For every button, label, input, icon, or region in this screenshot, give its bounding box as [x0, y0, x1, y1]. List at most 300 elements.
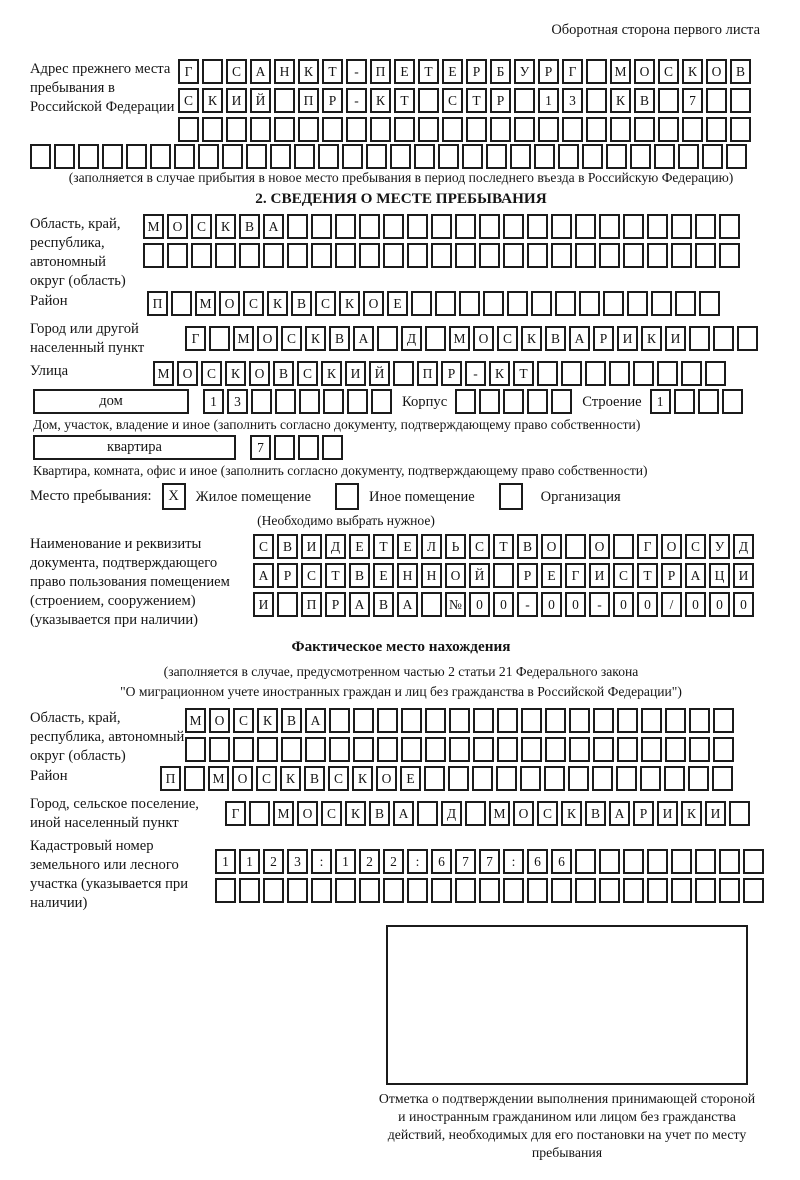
char-box[interactable]: [455, 243, 476, 268]
char-box[interactable]: [582, 144, 603, 169]
char-box[interactable]: 7: [682, 88, 703, 113]
char-box[interactable]: [305, 737, 326, 762]
char-box[interactable]: И: [589, 563, 610, 588]
char-box[interactable]: [510, 144, 531, 169]
char-box[interactable]: Й: [369, 361, 390, 386]
char-box[interactable]: А: [253, 563, 274, 588]
char-box[interactable]: 7: [455, 849, 476, 874]
char-box[interactable]: [274, 435, 295, 460]
char-box[interactable]: [664, 766, 685, 791]
char-box[interactable]: [593, 737, 614, 762]
char-box[interactable]: Е: [397, 534, 418, 559]
char-box[interactable]: [274, 88, 295, 113]
char-box[interactable]: К: [345, 801, 366, 826]
char-box[interactable]: О: [363, 291, 384, 316]
char-box[interactable]: Т: [325, 563, 346, 588]
char-box[interactable]: [431, 243, 452, 268]
char-box[interactable]: 0: [709, 592, 730, 617]
char-box[interactable]: [568, 766, 589, 791]
char-box[interactable]: [401, 708, 422, 733]
char-box[interactable]: К: [225, 361, 246, 386]
char-box[interactable]: В: [273, 361, 294, 386]
char-box[interactable]: [275, 389, 296, 414]
char-box[interactable]: [226, 117, 247, 142]
char-box[interactable]: Т: [418, 59, 439, 84]
char-box[interactable]: :: [503, 849, 524, 874]
char-box[interactable]: А: [250, 59, 271, 84]
char-box[interactable]: Р: [277, 563, 298, 588]
char-box[interactable]: П: [298, 88, 319, 113]
char-box[interactable]: М: [489, 801, 510, 826]
char-box[interactable]: [438, 144, 459, 169]
char-box[interactable]: [383, 878, 404, 903]
char-box[interactable]: Б: [490, 59, 511, 84]
char-box[interactable]: [431, 878, 452, 903]
char-box[interactable]: [390, 144, 411, 169]
char-box[interactable]: [424, 766, 445, 791]
char-box[interactable]: [555, 291, 576, 316]
char-box[interactable]: Н: [397, 563, 418, 588]
char-box[interactable]: [459, 291, 480, 316]
char-box[interactable]: Е: [349, 534, 370, 559]
char-box[interactable]: М: [610, 59, 631, 84]
char-box[interactable]: О: [219, 291, 240, 316]
char-box[interactable]: [569, 708, 590, 733]
char-box[interactable]: И: [617, 326, 638, 351]
char-box[interactable]: [486, 144, 507, 169]
char-box[interactable]: [651, 291, 672, 316]
char-box[interactable]: [377, 708, 398, 733]
char-box[interactable]: С: [469, 534, 490, 559]
char-box[interactable]: [551, 878, 572, 903]
char-box[interactable]: [407, 243, 428, 268]
char-box[interactable]: [394, 117, 415, 142]
char-box[interactable]: [658, 117, 679, 142]
char-box[interactable]: М: [153, 361, 174, 386]
char-box[interactable]: [695, 243, 716, 268]
char-box[interactable]: [617, 737, 638, 762]
char-box[interactable]: [246, 144, 267, 169]
char-box[interactable]: Т: [466, 88, 487, 113]
char-box[interactable]: И: [345, 361, 366, 386]
char-box[interactable]: [171, 291, 192, 316]
char-box[interactable]: [665, 708, 686, 733]
char-box[interactable]: [287, 214, 308, 239]
char-box[interactable]: [353, 708, 374, 733]
char-box[interactable]: Н: [421, 563, 442, 588]
char-box[interactable]: Р: [490, 88, 511, 113]
char-box[interactable]: [729, 801, 750, 826]
char-box[interactable]: М: [143, 214, 164, 239]
char-box[interactable]: [671, 878, 692, 903]
char-box[interactable]: Р: [538, 59, 559, 84]
char-box[interactable]: К: [521, 326, 542, 351]
char-box[interactable]: К: [681, 801, 702, 826]
char-box[interactable]: Р: [441, 361, 462, 386]
char-box[interactable]: [359, 214, 380, 239]
char-box[interactable]: Р: [633, 801, 654, 826]
char-box[interactable]: [730, 117, 751, 142]
char-box[interactable]: [178, 117, 199, 142]
char-box[interactable]: И: [253, 592, 274, 617]
char-box[interactable]: 0: [637, 592, 658, 617]
char-box[interactable]: Е: [400, 766, 421, 791]
char-box[interactable]: М: [208, 766, 229, 791]
char-box[interactable]: [503, 243, 524, 268]
char-box[interactable]: С: [253, 534, 274, 559]
char-box[interactable]: [250, 117, 271, 142]
char-box[interactable]: [575, 849, 596, 874]
char-box[interactable]: 6: [551, 849, 572, 874]
char-box[interactable]: [346, 117, 367, 142]
char-box[interactable]: [435, 291, 456, 316]
char-box[interactable]: К: [305, 326, 326, 351]
char-box[interactable]: [538, 117, 559, 142]
char-box[interactable]: [466, 117, 487, 142]
char-box[interactable]: Й: [250, 88, 271, 113]
char-box[interactable]: П: [147, 291, 168, 316]
char-box[interactable]: К: [257, 708, 278, 733]
char-box[interactable]: К: [610, 88, 631, 113]
char-box[interactable]: [411, 291, 432, 316]
char-box[interactable]: [102, 144, 123, 169]
char-box[interactable]: [627, 291, 648, 316]
char-box[interactable]: К: [370, 88, 391, 113]
char-box[interactable]: [401, 737, 422, 762]
residence-checkbox-inoe[interactable]: [335, 483, 359, 510]
char-box[interactable]: [455, 878, 476, 903]
char-box[interactable]: 0: [685, 592, 706, 617]
char-box[interactable]: [613, 534, 634, 559]
char-box[interactable]: [215, 878, 236, 903]
char-box[interactable]: [479, 214, 500, 239]
char-box[interactable]: Е: [394, 59, 415, 84]
char-box[interactable]: И: [665, 326, 686, 351]
char-box[interactable]: В: [517, 534, 538, 559]
char-box[interactable]: [671, 243, 692, 268]
char-box[interactable]: Л: [421, 534, 442, 559]
char-box[interactable]: [263, 878, 284, 903]
char-box[interactable]: [383, 243, 404, 268]
char-box[interactable]: Е: [373, 563, 394, 588]
char-box[interactable]: 1: [538, 88, 559, 113]
char-box[interactable]: [425, 326, 446, 351]
char-box[interactable]: [431, 214, 452, 239]
char-box[interactable]: Д: [733, 534, 754, 559]
char-box[interactable]: [719, 849, 740, 874]
char-box[interactable]: [527, 878, 548, 903]
char-box[interactable]: 0: [541, 592, 562, 617]
char-box[interactable]: С: [321, 801, 342, 826]
char-box[interactable]: [551, 214, 572, 239]
char-box[interactable]: [713, 708, 734, 733]
char-box[interactable]: Д: [401, 326, 422, 351]
char-box[interactable]: С: [256, 766, 277, 791]
char-box[interactable]: К: [489, 361, 510, 386]
char-box[interactable]: [623, 214, 644, 239]
char-box[interactable]: /: [661, 592, 682, 617]
char-box[interactable]: [545, 708, 566, 733]
char-box[interactable]: Р: [325, 592, 346, 617]
char-box[interactable]: [311, 243, 332, 268]
char-box[interactable]: [294, 144, 315, 169]
char-box[interactable]: [586, 117, 607, 142]
char-box[interactable]: [521, 708, 542, 733]
char-box[interactable]: [377, 326, 398, 351]
char-box[interactable]: К: [561, 801, 582, 826]
char-box[interactable]: [640, 766, 661, 791]
char-box[interactable]: П: [417, 361, 438, 386]
char-box[interactable]: [743, 849, 764, 874]
char-box[interactable]: 2: [359, 849, 380, 874]
char-box[interactable]: [167, 243, 188, 268]
char-box[interactable]: [623, 243, 644, 268]
char-box[interactable]: С: [201, 361, 222, 386]
residence-checkbox-org[interactable]: [499, 483, 523, 510]
char-box[interactable]: [586, 88, 607, 113]
char-box[interactable]: [496, 766, 517, 791]
char-box[interactable]: [722, 389, 743, 414]
char-box[interactable]: [617, 708, 638, 733]
char-box[interactable]: [425, 737, 446, 762]
char-box[interactable]: И: [301, 534, 322, 559]
char-box[interactable]: [674, 389, 695, 414]
char-box[interactable]: 3: [562, 88, 583, 113]
residence-checkbox-zhiloe[interactable]: X: [162, 483, 186, 510]
char-box[interactable]: [287, 878, 308, 903]
char-box[interactable]: Е: [387, 291, 408, 316]
char-box[interactable]: К: [202, 88, 223, 113]
char-box[interactable]: [251, 389, 272, 414]
char-box[interactable]: [322, 117, 343, 142]
char-box[interactable]: [202, 117, 223, 142]
char-box[interactable]: А: [685, 563, 706, 588]
char-box[interactable]: О: [445, 563, 466, 588]
char-box[interactable]: [143, 243, 164, 268]
char-box[interactable]: С: [297, 361, 318, 386]
char-box[interactable]: [371, 389, 392, 414]
char-box[interactable]: Т: [637, 563, 658, 588]
char-box[interactable]: В: [329, 326, 350, 351]
char-box[interactable]: [726, 144, 747, 169]
char-box[interactable]: Г: [562, 59, 583, 84]
char-box[interactable]: [311, 878, 332, 903]
char-box[interactable]: [198, 144, 219, 169]
char-box[interactable]: И: [226, 88, 247, 113]
char-box[interactable]: [449, 708, 470, 733]
char-box[interactable]: [579, 291, 600, 316]
char-box[interactable]: [647, 878, 668, 903]
char-box[interactable]: [623, 849, 644, 874]
char-box[interactable]: [449, 737, 470, 762]
char-box[interactable]: К: [352, 766, 373, 791]
char-box[interactable]: 3: [287, 849, 308, 874]
char-box[interactable]: Т: [513, 361, 534, 386]
char-box[interactable]: [633, 361, 654, 386]
char-box[interactable]: О: [513, 801, 534, 826]
char-box[interactable]: 1: [650, 389, 671, 414]
char-box[interactable]: [298, 435, 319, 460]
char-box[interactable]: [215, 243, 236, 268]
char-box[interactable]: К: [215, 214, 236, 239]
char-box[interactable]: [383, 214, 404, 239]
char-box[interactable]: И: [733, 563, 754, 588]
char-box[interactable]: [575, 214, 596, 239]
char-box[interactable]: [274, 117, 295, 142]
char-box[interactable]: С: [613, 563, 634, 588]
char-box[interactable]: О: [297, 801, 318, 826]
char-box[interactable]: 0: [733, 592, 754, 617]
char-box[interactable]: [342, 144, 363, 169]
char-box[interactable]: [311, 214, 332, 239]
char-box[interactable]: А: [263, 214, 284, 239]
char-box[interactable]: [599, 878, 620, 903]
char-box[interactable]: А: [393, 801, 414, 826]
char-box[interactable]: М: [185, 708, 206, 733]
char-box[interactable]: [705, 361, 726, 386]
char-box[interactable]: [514, 117, 535, 142]
char-box[interactable]: [681, 361, 702, 386]
char-box[interactable]: [699, 291, 720, 316]
char-box[interactable]: У: [709, 534, 730, 559]
char-box[interactable]: Р: [661, 563, 682, 588]
char-box[interactable]: [719, 878, 740, 903]
char-box[interactable]: [184, 766, 205, 791]
char-box[interactable]: [277, 592, 298, 617]
char-box[interactable]: К: [641, 326, 662, 351]
char-box[interactable]: [503, 214, 524, 239]
char-box[interactable]: [706, 88, 727, 113]
char-box[interactable]: [249, 801, 270, 826]
char-box[interactable]: К: [280, 766, 301, 791]
char-box[interactable]: 7: [479, 849, 500, 874]
char-box[interactable]: [202, 59, 223, 84]
char-box[interactable]: П: [370, 59, 391, 84]
char-box[interactable]: Д: [441, 801, 462, 826]
char-box[interactable]: Т: [394, 88, 415, 113]
char-box[interactable]: О: [177, 361, 198, 386]
char-box[interactable]: [174, 144, 195, 169]
char-box[interactable]: [353, 737, 374, 762]
char-box[interactable]: С: [233, 708, 254, 733]
char-box[interactable]: [493, 563, 514, 588]
char-box[interactable]: Г: [178, 59, 199, 84]
char-box[interactable]: 6: [431, 849, 452, 874]
char-box[interactable]: К: [321, 361, 342, 386]
char-box[interactable]: Р: [322, 88, 343, 113]
char-box[interactable]: [695, 849, 716, 874]
char-box[interactable]: [719, 243, 740, 268]
char-box[interactable]: [335, 214, 356, 239]
char-box[interactable]: С: [442, 88, 463, 113]
char-box[interactable]: Н: [274, 59, 295, 84]
char-box[interactable]: [407, 878, 428, 903]
char-box[interactable]: Т: [493, 534, 514, 559]
char-box[interactable]: -: [346, 88, 367, 113]
char-box[interactable]: [318, 144, 339, 169]
char-box[interactable]: 2: [263, 849, 284, 874]
char-box[interactable]: [743, 878, 764, 903]
char-box[interactable]: [569, 737, 590, 762]
char-box[interactable]: [675, 291, 696, 316]
char-box[interactable]: [497, 737, 518, 762]
char-box[interactable]: О: [249, 361, 270, 386]
char-box[interactable]: О: [232, 766, 253, 791]
char-box[interactable]: [442, 117, 463, 142]
char-box[interactable]: [209, 737, 230, 762]
char-box[interactable]: [263, 243, 284, 268]
char-box[interactable]: 3: [227, 389, 248, 414]
char-box[interactable]: О: [167, 214, 188, 239]
char-box[interactable]: [479, 878, 500, 903]
char-box[interactable]: И: [657, 801, 678, 826]
char-box[interactable]: С: [658, 59, 679, 84]
char-box[interactable]: С: [226, 59, 247, 84]
char-box[interactable]: А: [397, 592, 418, 617]
char-box[interactable]: [561, 361, 582, 386]
char-box[interactable]: С: [537, 801, 558, 826]
char-box[interactable]: [30, 144, 51, 169]
char-box[interactable]: [329, 737, 350, 762]
char-box[interactable]: [359, 243, 380, 268]
char-box[interactable]: [593, 708, 614, 733]
char-box[interactable]: 1: [335, 849, 356, 874]
char-box[interactable]: [713, 737, 734, 762]
char-box[interactable]: Г: [565, 563, 586, 588]
char-box[interactable]: [616, 766, 637, 791]
char-box[interactable]: [603, 291, 624, 316]
char-box[interactable]: С: [685, 534, 706, 559]
char-box[interactable]: [473, 737, 494, 762]
char-box[interactable]: [329, 708, 350, 733]
char-box[interactable]: [647, 214, 668, 239]
char-box[interactable]: К: [339, 291, 360, 316]
char-box[interactable]: [270, 144, 291, 169]
char-box[interactable]: [712, 766, 733, 791]
char-box[interactable]: П: [301, 592, 322, 617]
char-box[interactable]: В: [634, 88, 655, 113]
char-box[interactable]: [544, 766, 565, 791]
char-box[interactable]: [610, 117, 631, 142]
char-box[interactable]: [54, 144, 75, 169]
char-box[interactable]: [78, 144, 99, 169]
char-box[interactable]: М: [449, 326, 470, 351]
char-box[interactable]: М: [233, 326, 254, 351]
char-box[interactable]: [671, 214, 692, 239]
char-box[interactable]: [689, 708, 710, 733]
char-box[interactable]: [609, 361, 630, 386]
char-box[interactable]: [347, 389, 368, 414]
char-box[interactable]: [585, 361, 606, 386]
char-box[interactable]: В: [281, 708, 302, 733]
char-box[interactable]: [335, 243, 356, 268]
char-box[interactable]: [191, 243, 212, 268]
char-box[interactable]: [455, 214, 476, 239]
char-box[interactable]: [599, 243, 620, 268]
char-box[interactable]: 7: [250, 435, 271, 460]
char-box[interactable]: :: [407, 849, 428, 874]
char-box[interactable]: Т: [322, 59, 343, 84]
char-box[interactable]: С: [191, 214, 212, 239]
char-box[interactable]: Р: [517, 563, 538, 588]
char-box[interactable]: Е: [442, 59, 463, 84]
char-box[interactable]: М: [273, 801, 294, 826]
char-box[interactable]: [323, 389, 344, 414]
char-box[interactable]: [689, 737, 710, 762]
char-box[interactable]: [671, 849, 692, 874]
char-box[interactable]: [575, 243, 596, 268]
char-box[interactable]: [586, 59, 607, 84]
